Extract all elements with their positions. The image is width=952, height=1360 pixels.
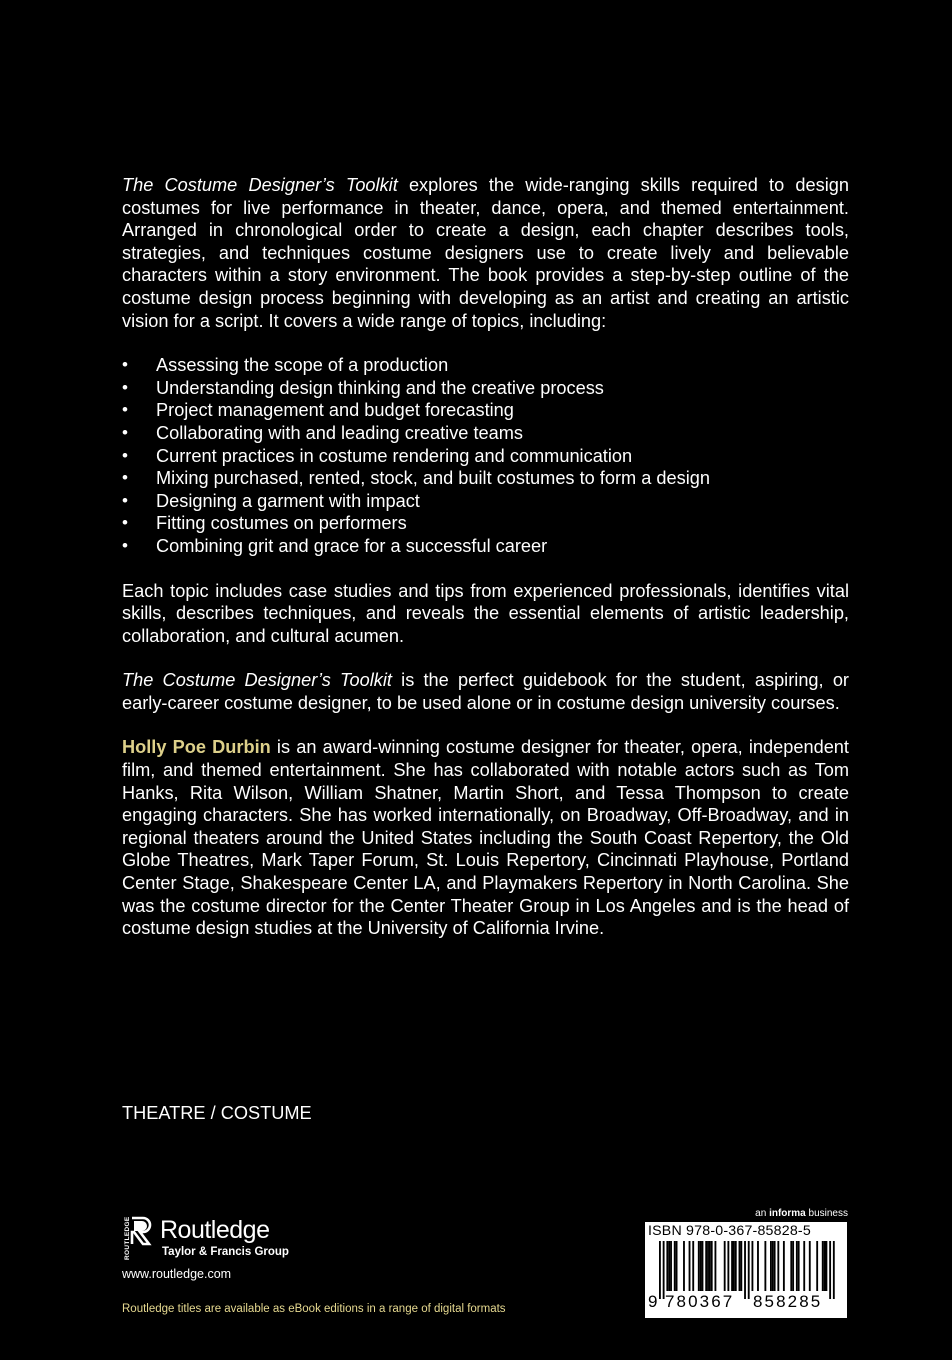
barcode-bar <box>674 1241 676 1291</box>
audience-paragraph <box>122 669 849 714</box>
barcode-bar <box>792 1241 794 1291</box>
author-bio-paragraph <box>122 736 849 939</box>
topic-item: • Designing a garment with impact <box>122 490 849 513</box>
barcode-bar <box>683 1241 685 1291</box>
topic-item: • Project management and budget forecasting <box>122 399 849 422</box>
book-title-italic: The Costume Designer’s Toolkit <box>122 175 398 195</box>
barcode-bar <box>798 1241 800 1291</box>
barcode-bar <box>733 1241 735 1291</box>
topic-item: • Combining grit and grace for a successful career <box>122 535 849 558</box>
barcode-bar <box>692 1241 694 1291</box>
barcode-bar <box>668 1241 670 1291</box>
barcode-group-right: 858285 <box>753 1292 823 1311</box>
barcode-bar <box>803 1241 805 1291</box>
barcode-bar <box>705 1241 707 1291</box>
barcode-bar <box>707 1241 709 1291</box>
barcode-bar <box>826 1241 828 1291</box>
barcode-bar <box>757 1241 759 1291</box>
barcode-bar <box>689 1241 691 1291</box>
topic-item: • Assessing the scope of a production <box>122 354 849 377</box>
barcode-bar <box>724 1241 726 1291</box>
barcode-bar <box>709 1241 711 1291</box>
barcode-bar <box>727 1241 729 1291</box>
barcode-bar <box>666 1241 668 1291</box>
barcode-bar <box>770 1241 772 1291</box>
barcode-bar <box>752 1241 754 1291</box>
publisher-group: Taylor & Francis Group <box>162 1246 289 1258</box>
audience-text: is the perfect guidebook for the student, aspiring, or early-career costume designer, to be used alone or in costume design university courses. <box>122 670 849 713</box>
barcode-bar <box>715 1241 717 1291</box>
barcode-bar <box>698 1241 700 1291</box>
informa-business-label <box>755 1208 848 1219</box>
barcode-bar <box>796 1241 798 1291</box>
barcode-bar <box>748 1241 750 1299</box>
barcode-bar <box>663 1241 665 1299</box>
barcode-bar <box>824 1241 826 1291</box>
barcode-bar <box>829 1241 831 1299</box>
barcode-bar <box>822 1241 824 1291</box>
barcode-bar <box>772 1241 774 1291</box>
barcode-bar <box>670 1241 672 1291</box>
barcode-bar <box>735 1241 737 1291</box>
publisher-logo <box>122 1216 302 1264</box>
barcode-bar <box>700 1241 702 1291</box>
barcode-bar <box>790 1241 792 1291</box>
ebook-note: Routledge titles are available as eBook editions in a range of digital formats <box>122 1303 506 1315</box>
barcode-bar <box>809 1241 811 1291</box>
topic-item: • Current practices in costume rendering and communication <box>122 445 849 468</box>
isbn-label: ISBN 978-0-367-85828-5 <box>648 1223 811 1239</box>
back-cover-text <box>122 174 849 940</box>
informa-prefix: an <box>755 1208 770 1219</box>
author-bio: is an award-winning costume designer for theater, opera, independent film, and themed entertainment. She has collaborated with notable actors such as Tom Hanks, Rita Wilson, William Shatner, Martin Short, and Tessa Thompson to create engaging characters. She has worked internationally, on Broadway, Off-Broadway, and in regional theaters around the United States including the South Coast Repertory, the Old Globe Theatres, Mark Taper Forum, St. Louis Repertory, Cincinnati Playhouse, Portland Center Stage, Shakespeare Center LA, and Playmakers Repertory in North Carolina. She was the costume director for the Center Theater Group in Los Angeles and is the head of costume design studies at the University of California Irvine. <box>122 737 849 939</box>
barcode-bar <box>744 1241 746 1299</box>
barcode-bar <box>739 1241 741 1291</box>
topic-item: • Mixing purchased, rented, stock, and built costumes to form a design <box>122 467 849 490</box>
barcode-bar <box>711 1241 713 1291</box>
intro-paragraph <box>122 174 849 332</box>
barcode-group-left: 780367 <box>665 1292 735 1311</box>
barcode-bar <box>740 1241 742 1291</box>
barcode-bar <box>702 1241 704 1291</box>
barcode-bar <box>783 1241 785 1291</box>
barcode-bar <box>816 1241 818 1291</box>
author-name: Holly Poe Durbin <box>122 737 271 758</box>
isbn-barcode <box>645 1222 847 1318</box>
publisher-website: www.routledge.com <box>122 1267 232 1281</box>
barcode-bar <box>676 1241 678 1291</box>
subject-category: THEATRE / COSTUME <box>122 1103 312 1123</box>
topics-list <box>122 354 849 557</box>
book-title-italic-2: The Costume Designer’s Toolkit <box>122 670 392 691</box>
topic-item: • Collaborating with and leading creative teams <box>122 422 849 445</box>
informa-brand: informa <box>769 1208 806 1219</box>
routledge-vertical-text: ROUTLEDGE <box>124 1216 131 1260</box>
publisher-name: Routledge <box>160 1216 270 1244</box>
topics-summary-paragraph: Each topic includes case studies and tips from experienced professionals, identifies vital skills, describes techniques, and reveals the essential elements of artistic leadership, collaboration, and cultural acumen. <box>122 580 849 646</box>
topic-item: • Understanding design thinking and the creative process <box>122 377 849 400</box>
barcode-bar <box>659 1241 661 1299</box>
barcode-bar <box>777 1241 779 1291</box>
barcode-bar <box>764 1241 766 1291</box>
barcode-bar <box>731 1241 733 1291</box>
topic-item: • Fitting costumes on performers <box>122 512 849 535</box>
barcode-bar <box>833 1241 835 1299</box>
barcode-first-digit: 9 <box>648 1292 660 1311</box>
barcode-bar <box>774 1241 776 1291</box>
informa-suffix: business <box>805 1208 848 1219</box>
intro-text: explores the wide-ranging skills required to design costumes for live performance in theater, dance, opera, and themed entertainment. Arranged in chronological order to create a design, each chapter describes tools, strategies, and techniques costume designers use to create lively and believable characters within a story environment. The book provides a step-by-step outline of the costume design process beginning with developing as an artist and creating an artistic vision for a script. It covers a wide range of topics, including: <box>122 175 849 331</box>
